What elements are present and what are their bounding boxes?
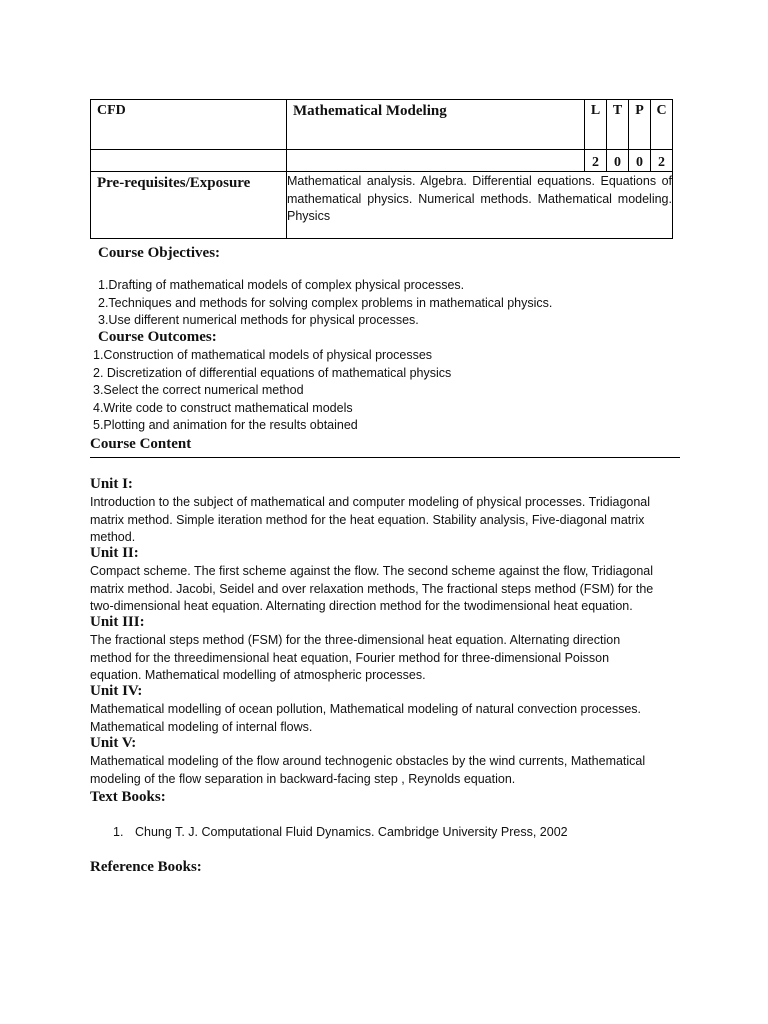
unit-line: The fractional steps method (FSM) for the three-dimensional heat equation. Alternating direction — [90, 633, 621, 647]
unit-title: Unit I: — [90, 476, 133, 492]
text-book-item — [113, 825, 568, 839]
ltpc-label-t: T — [607, 100, 629, 150]
section-divider — [90, 457, 680, 458]
course-title: Mathematical Modeling — [287, 100, 585, 150]
list-item: 2.Techniques and methods for solving complex problems in mathematical physics. — [98, 295, 553, 310]
list-item: 1.Drafting of mathematical models of complex physical processes. — [98, 278, 465, 292]
prereq-text-body: Mathematical analysis. Algebra. Differential equations. Equations of mathematical physics. Numerical methods. Mathematical modeling. Physics — [287, 174, 672, 223]
empty-cell — [287, 150, 585, 172]
outcomes-heading: Course Outcomes: — [98, 329, 217, 345]
unit-1 — [90, 475, 680, 547]
list-item: 2. Discretization of differential equations of mathematical physics — [93, 365, 452, 380]
text-books-heading: Text Books: — [90, 789, 166, 805]
unit-line: Mathematical modelling of ocean pollution, Mathematical modeling of natural convection processes. — [90, 702, 641, 716]
list-item: 4.Write code to construct mathematical models — [93, 400, 353, 415]
ltpc-value-t: 0 — [607, 150, 629, 172]
empty-cell — [91, 150, 287, 172]
list-number: 1. — [113, 825, 124, 839]
ltpc-label-l: L — [585, 100, 607, 150]
list-item: 1.Construction of mathematical models of physical processes — [93, 348, 433, 362]
ltpc-label-c: C — [651, 100, 673, 150]
unit-body — [90, 563, 680, 616]
list-item: 5.Plotting and animation for the results obtained — [93, 418, 358, 432]
list-item: 3.Use different numerical methods for physical processes. — [98, 313, 419, 327]
ltpc-label-p: P — [629, 100, 651, 150]
objectives-heading: Course Objectives: — [98, 245, 221, 261]
unit-title: Unit IV: — [90, 683, 143, 699]
course-code: CFD — [91, 100, 287, 150]
unit-title: Unit V: — [90, 735, 137, 751]
unit-line: Mathematical modeling of internal flows. — [90, 719, 313, 734]
prereq-label: Pre-requisites/Exposure — [91, 172, 287, 239]
unit-3 — [90, 613, 680, 685]
outcomes-list — [93, 347, 451, 435]
unit-5 — [90, 734, 680, 788]
unit-line: method for the threedimensional heat equation, Fourier method for three-dimensional Poisson — [90, 650, 610, 665]
unit-line: Mathematical modeling of the flow around technogenic obstacles by the wind currents, Mathematical — [90, 754, 646, 768]
ltpc-value-l: 2 — [585, 150, 607, 172]
unit-line: matrix method. Simple iteration method for the heat equation. Stability analysis, Five-diagonal matrix — [90, 512, 645, 527]
ltpc-value-p: 0 — [629, 150, 651, 172]
unit-title: Unit II: — [90, 545, 139, 561]
text-book-title: Chung T. J. Computational Fluid Dynamics. Cambridge University Press, 2002 — [135, 825, 568, 839]
unit-line: equation. Mathematical modelling of atmospheric processes. — [90, 668, 426, 682]
prereq-text — [287, 172, 673, 239]
unit-body — [90, 753, 680, 788]
unit-line: two-dimensional heat equation. Alternating direction method for the twodimensional heat equation. — [90, 599, 633, 613]
content-heading: Course Content — [90, 436, 192, 452]
reference-books-heading: Reference Books: — [90, 859, 202, 875]
unit-line: modeling of the flow separation in backward-facing step , Reynolds equation. — [90, 771, 516, 786]
unit-2 — [90, 544, 680, 616]
unit-line: Compact scheme. The first scheme against the flow. The second scheme against the flow, Tridiagonal — [90, 564, 654, 578]
unit-body — [90, 632, 680, 685]
list-item: 3.Select the correct numerical method — [93, 383, 304, 397]
unit-4 — [90, 682, 680, 736]
objectives-list — [98, 277, 552, 330]
unit-title: Unit III: — [90, 614, 145, 630]
unit-body — [90, 494, 680, 547]
course-header-table — [90, 99, 673, 239]
unit-line: Introduction to the subject of mathematical and computer modeling of physical processes. Tridiagonal — [90, 495, 651, 509]
unit-body — [90, 701, 680, 736]
unit-line: matrix method. Jacobi, Seidel and over relaxation methods, The fractional steps method (FSM) for the — [90, 581, 654, 596]
unit-line: method. — [90, 530, 136, 544]
ltpc-value-c: 2 — [651, 150, 673, 172]
